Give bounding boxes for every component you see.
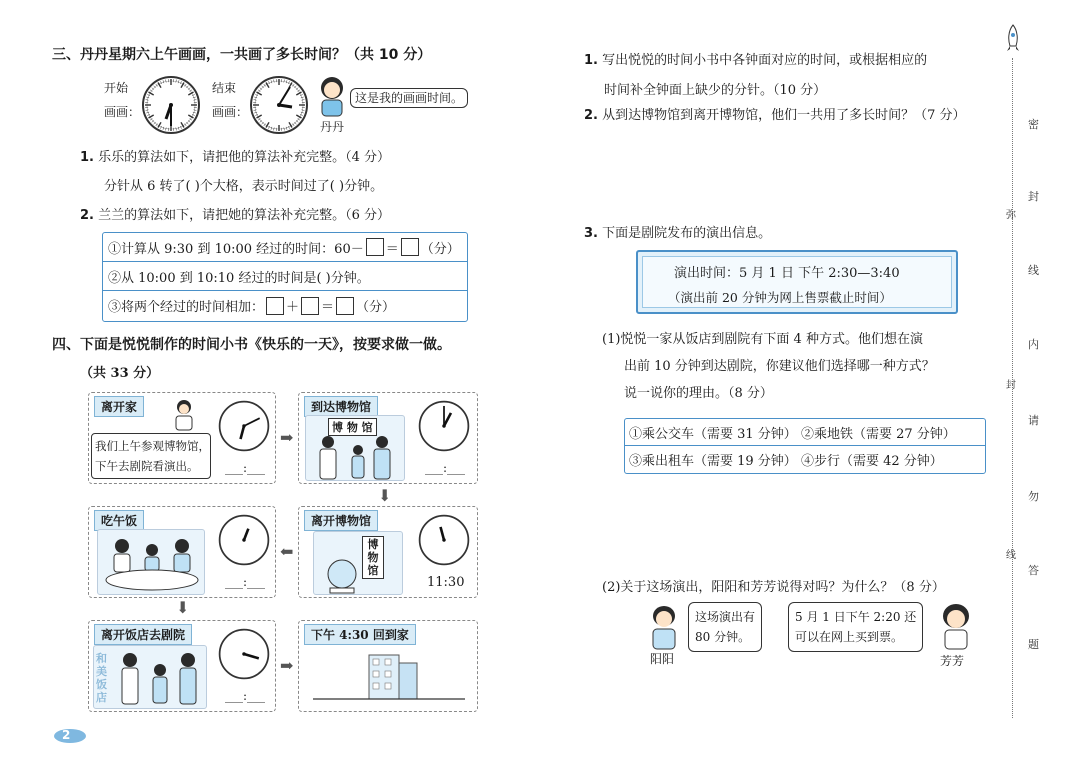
sub-question-1: (1)悦悦一家从饭店到剧院有下面 4 种方式。他们想在演 出前 10 分钟到达剧院，你建议他们选择哪一种方式？ 说一说你的理由。（8 分） bbox=[602, 332, 935, 401]
left-question-2: 2. 兰兰的算法如下，请把她的算法补充完整。（6 分） bbox=[80, 208, 391, 223]
notice-deadline: （演出前 20 分钟为网上售票截止时间） bbox=[668, 290, 892, 305]
dandan-girl-icon bbox=[314, 74, 350, 118]
yangyang-speech: 这场演出有 80 分钟。 bbox=[688, 602, 762, 652]
yangyang-name: 阳阳 bbox=[650, 652, 675, 666]
arrow-left-icon: ⬅ bbox=[280, 542, 294, 561]
end-label: 结束 画画： bbox=[212, 81, 249, 119]
notice-time: 演出时间：5 月 1 日 下午 2:30—3:40 bbox=[674, 266, 900, 281]
seal-char: 封 bbox=[1006, 380, 1016, 391]
right-question-2: 2. 从到达博物馆到离开博物馆，他们一共用了多长时间？（7 分） bbox=[584, 108, 966, 123]
fangfang-name: 芳芳 bbox=[940, 654, 965, 668]
method-row-2[interactable]: ②从 10:00 到 10:10 经过的时间是( )分钟。 bbox=[103, 262, 467, 291]
time-blank[interactable]: ___:___ bbox=[225, 689, 266, 703]
arrow-down-icon: ⬇ bbox=[176, 598, 190, 617]
answer-box[interactable] bbox=[266, 297, 284, 315]
left-question-1: 1. 乐乐的算法如下，请把他的算法补充完整。（4 分） bbox=[80, 150, 391, 165]
museum-sign: 博物馆 bbox=[362, 536, 384, 579]
travel-options-box bbox=[624, 418, 986, 474]
start-clock-icon bbox=[140, 74, 202, 136]
side-note-char: 密 bbox=[1028, 118, 1039, 131]
start-label: 开始 画画： bbox=[104, 81, 141, 119]
answer-box[interactable] bbox=[301, 297, 319, 315]
sub-question-2: (2)关于这场演出，阳阳和芳芳说得对吗？为什么？（8 分） bbox=[602, 580, 945, 595]
time-blank[interactable]: ___:___ bbox=[225, 575, 266, 589]
arrow-right-icon: ➡ bbox=[280, 428, 294, 447]
time-blank[interactable]: ___:___ bbox=[225, 461, 266, 475]
family-icon bbox=[310, 434, 400, 480]
rocket-icon bbox=[1004, 24, 1022, 54]
options-row-1: ①乘公交车（需要 31 分钟） ②乘地铁（需要 27 分钟） bbox=[625, 419, 985, 446]
time-label: 11:30 bbox=[427, 575, 465, 590]
panel-title: 离开家 bbox=[94, 396, 144, 417]
options-row-2: ③乘出租车（需要 19 分钟） ④步行（需要 42 分钟） bbox=[629, 454, 943, 469]
globe-icon bbox=[320, 556, 364, 594]
side-note-char: 内 bbox=[1028, 338, 1039, 351]
seal-char: 线 bbox=[1006, 550, 1016, 561]
museum-building-illustration bbox=[313, 531, 403, 595]
page-number: 2 bbox=[62, 728, 71, 742]
arrow-right-icon: ➡ bbox=[280, 656, 294, 675]
panel-leave-restaurant bbox=[88, 620, 276, 712]
side-note-char: 题 bbox=[1028, 638, 1039, 651]
museum-sign: 博 物 馆 bbox=[328, 418, 377, 436]
fangfang-speech: 5 月 1 日下午 2:20 还 可以在网上买到票。 bbox=[788, 602, 923, 652]
end-clock-icon bbox=[248, 74, 310, 136]
left-question-1-blank[interactable]: 分针从 6 转了( )个大格，表示时间过了( )分钟。 bbox=[104, 179, 384, 194]
method-row-3: ③将两个经过的时间相加： ＋ ＝ （分） bbox=[103, 291, 467, 320]
panel-leave-home bbox=[88, 392, 276, 484]
panel-arrive-museum bbox=[298, 392, 478, 484]
section4-score: （共 33 分） bbox=[80, 366, 160, 381]
family-walking-icon bbox=[114, 650, 204, 708]
clock-icon bbox=[417, 399, 471, 453]
panel-title: 吃午饭 bbox=[94, 510, 144, 531]
arrow-down-icon: ⬇ bbox=[378, 486, 392, 505]
panel-leave-museum bbox=[298, 506, 478, 598]
dandan-name: 丹丹 bbox=[320, 120, 345, 134]
section3-title: 三、丹丹星期六上午画画，一共画了多长时间？（共 10 分） bbox=[52, 47, 432, 63]
museum-illustration bbox=[305, 415, 405, 481]
panel-title: 离开博物馆 bbox=[304, 510, 378, 531]
side-note-char: 勿 bbox=[1028, 490, 1039, 503]
clock-icon bbox=[217, 627, 271, 681]
panel-title: 下午 4:30 回到家 bbox=[304, 624, 416, 645]
side-note-char: 封 bbox=[1028, 190, 1039, 203]
side-note-char: 请 bbox=[1028, 414, 1039, 427]
panel-title: 到达博物馆 bbox=[304, 396, 378, 417]
panel-title: 离开饭店去剧院 bbox=[94, 624, 192, 645]
section4-title: 四、下面是悦悦制作的时间小书《快乐的一天》，按要求做一做。 bbox=[52, 337, 451, 353]
answer-box[interactable] bbox=[366, 238, 384, 256]
time-blank[interactable]: ___:___ bbox=[425, 461, 466, 475]
dandan-speech: 这是我的画画时间。 bbox=[350, 88, 468, 108]
clock-icon bbox=[217, 399, 271, 453]
side-note-char: 线 bbox=[1028, 264, 1039, 277]
fangfang-girl-icon bbox=[936, 602, 976, 650]
lunch-illustration bbox=[97, 529, 205, 595]
right-question-3: 3. 下面是剧院发布的演出信息。 bbox=[584, 226, 772, 241]
side-note-char: 答 bbox=[1028, 564, 1039, 577]
lanlan-method-box bbox=[102, 232, 468, 322]
clock-icon bbox=[417, 513, 471, 567]
family-dining-icon bbox=[102, 534, 202, 592]
home-building-icon bbox=[309, 649, 469, 707]
mother-icon bbox=[171, 399, 197, 431]
clock-icon bbox=[217, 513, 271, 567]
method-row-1: ①计算从 9:30 到 10:00 经过的时间：60－ ＝ （分） bbox=[103, 233, 467, 262]
seal-char: 弥 bbox=[1006, 210, 1016, 221]
performance-notice bbox=[636, 250, 958, 314]
panel-arrive-home bbox=[298, 620, 478, 712]
panel-lunch bbox=[88, 506, 276, 598]
restaurant-sign: 和美饭店 bbox=[96, 652, 107, 704]
panel-speech: 我们上午参观博物馆， 下午去剧院看演出。 bbox=[91, 433, 211, 479]
answer-box[interactable] bbox=[401, 238, 419, 256]
answer-box[interactable] bbox=[336, 297, 354, 315]
yangyang-boy-icon bbox=[646, 604, 682, 650]
right-question-1: 1. 写出悦悦的时间小书中各钟面对应的时间，或根据相应的 时间补全钟面上缺少的分针。（10 分） bbox=[584, 53, 928, 98]
restaurant-illustration bbox=[93, 645, 207, 709]
